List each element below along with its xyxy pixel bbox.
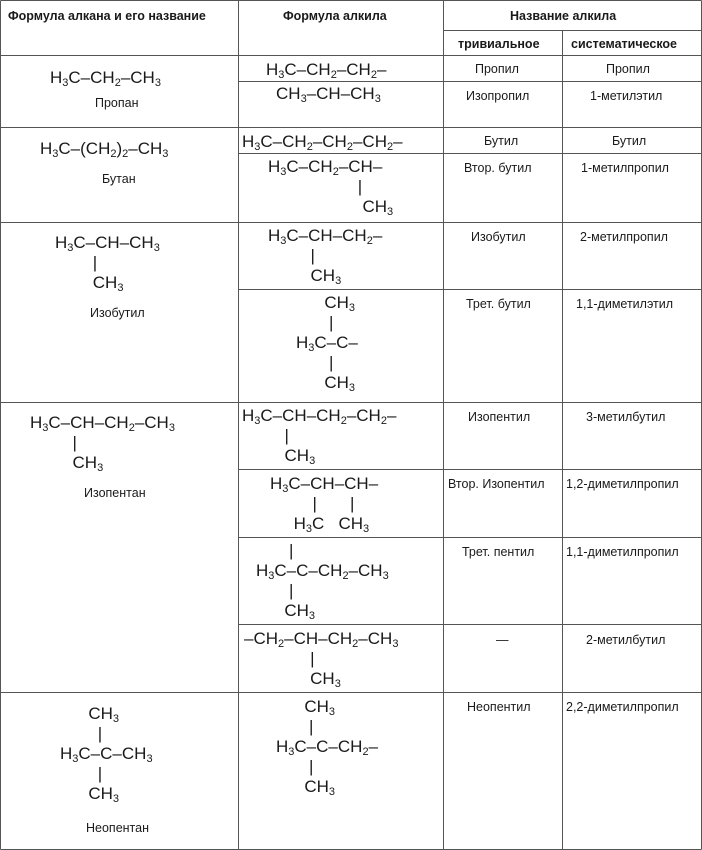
isopentyl-formula: $H_3C-CH-CH_2-CH_2-$ | $CH_3$: [242, 406, 397, 467]
trivial-name: —: [496, 633, 509, 647]
propane-formula: $H_3C-CH_2-CH_3$: [50, 68, 161, 89]
trivial-name: Пропил: [475, 62, 519, 76]
systematic-name: 3-метилбутил: [586, 410, 666, 424]
trivial-name: Втор. Изопентил: [448, 477, 545, 491]
sec-isopentyl-formula: $H_3C-CH-CH-$ | | $H_3C$ $CH_3$: [270, 474, 379, 535]
systematic-name: 2-метилбутил: [586, 633, 666, 647]
alkane-name: Пропан: [95, 96, 139, 110]
header-trivial: тривиальное: [458, 37, 540, 51]
trivial-name: Изобутил: [471, 230, 526, 244]
systematic-name: 1-метилпропил: [581, 161, 669, 175]
alkane-name: Бутан: [102, 172, 136, 186]
alkane-name: Неопентан: [86, 821, 149, 835]
butyl-formula: $H_3C-CH_2-CH_2-CH_2-$: [242, 132, 403, 153]
trivial-name: Трет. пентил: [462, 545, 535, 559]
systematic-name: 2,2-диметилпропил: [566, 700, 679, 714]
trivial-name: Втор. бутил: [464, 161, 532, 175]
systematic-name: 1,1-диметилпропил: [566, 545, 679, 559]
tert-butyl-formula: $CH_3$ | $H_3C-C-$ | $CH_3$: [296, 293, 358, 394]
systematic-name: 1-метилэтил: [590, 89, 663, 103]
systematic-name: Бутил: [612, 134, 647, 148]
neopentane-formula: $CH_3$ | $H_3C-C-CH_3$ | $CH_3$: [60, 704, 153, 805]
sec-butyl-formula: $H_3C-CH_2-CH-$ | $CH_3$: [268, 157, 394, 218]
alkane-name: Изопентан: [84, 486, 146, 500]
propyl-formula: $H_3C-CH_2-CH_2-$: [266, 60, 387, 81]
trivial-name: Трет. бутил: [466, 297, 531, 311]
systematic-name: 2-метилпропил: [580, 230, 668, 244]
header-alkyl-name: Название алкила: [510, 9, 617, 23]
neopentyl-formula: $CH_3$ | $H_3C-C-CH_2-$ | $CH_3$: [276, 697, 379, 798]
systematic-name: 1,2-диметилпропил: [566, 477, 679, 491]
header-alkane-formula: Формула алкана и его название: [8, 9, 206, 23]
2-methylbutyl-formula: $-CH_2-CH-CH_2-CH_3$ | $CH_3$: [244, 629, 399, 690]
alkane-name: Изобутил: [90, 306, 145, 320]
butane-formula: $H_3C-(CH_2)_2-CH_3$: [40, 139, 169, 160]
systematic-name: Пропил: [606, 62, 650, 76]
header-alkyl-formula: Формула алкила: [283, 9, 387, 23]
isobutane-formula: $H_3C-CH-CH_3$ | $CH_3$: [55, 233, 160, 294]
trivial-name: Изопропил: [466, 89, 530, 103]
header-systematic: систематическое: [571, 37, 678, 51]
trivial-name: Изопентил: [468, 410, 531, 424]
trivial-name: Неопентил: [467, 700, 531, 714]
isopentane-formula: $H_3C-CH-CH_2-CH_3$ | $CH_3$: [30, 413, 175, 474]
isopropyl-formula: $CH_3-CH-CH_3$: [276, 84, 381, 105]
tert-pentyl-formula: | $H_3C-C-CH_2-CH_3$ | $CH_3$: [256, 541, 389, 622]
systematic-name: 1,1-диметилэтил: [576, 297, 674, 311]
isobutyl-formula: $H_3C-CH-CH_2-$ | $CH_3$: [268, 226, 383, 287]
trivial-name: Бутил: [484, 134, 519, 148]
